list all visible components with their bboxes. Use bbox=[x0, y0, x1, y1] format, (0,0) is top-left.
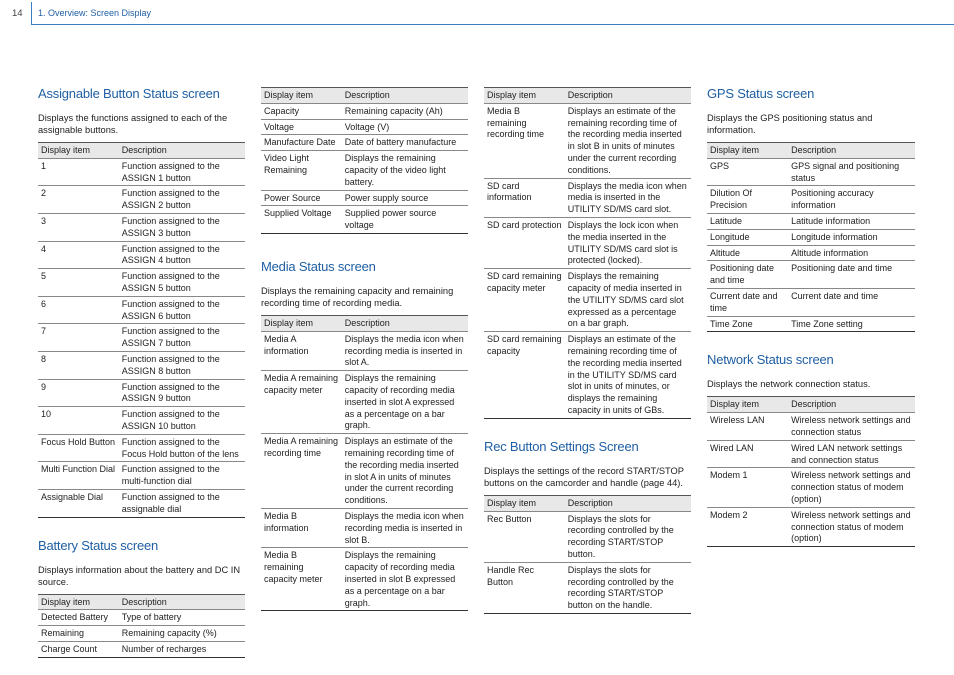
display-item-cell: Power Source bbox=[261, 190, 342, 206]
table-row bbox=[38, 610, 245, 626]
description-cell: Displays the slots for recording controlled by the recording START/STOP button on the handle. bbox=[565, 562, 691, 613]
column-header-description: Description bbox=[119, 594, 245, 610]
description-cell: Function assigned to the ASSIGN 3 button bbox=[119, 213, 245, 241]
display-item-cell: Dilution Of Precision bbox=[707, 186, 788, 214]
table-header-row bbox=[261, 88, 468, 104]
display-item-cell: Wireless LAN bbox=[707, 413, 788, 441]
display-item-cell: Altitude bbox=[707, 245, 788, 261]
section-title-rec: Rec Button Settings Screen bbox=[484, 438, 639, 454]
table-row bbox=[261, 331, 468, 370]
table-row bbox=[38, 269, 245, 297]
description-cell: Positioning accuracy information bbox=[788, 186, 915, 214]
column-header-description: Description bbox=[565, 495, 691, 511]
section-desc-rec: Displays the settings of the record START/STOP buttons on the camcorder and handle (page 44). bbox=[484, 465, 684, 488]
description-cell: Type of battery bbox=[119, 610, 245, 626]
description-cell: Displays an estimate of the remaining recording time of the recording media inserted in the UTILITY SD/MS card slot in units of minutes, or displays the remaining capacity in units of GBs. bbox=[565, 332, 691, 419]
display-item-cell: Current date and time bbox=[707, 288, 788, 316]
display-item-cell: GPS bbox=[707, 158, 788, 186]
display-item-cell: Wired LAN bbox=[707, 440, 788, 468]
description-cell: Wireless network settings and connection status of modem (option) bbox=[788, 468, 915, 507]
table-row bbox=[38, 241, 245, 269]
display-item-cell: Focus Hold Button bbox=[38, 434, 119, 462]
display-item-cell: 5 bbox=[38, 269, 119, 297]
display-item-cell: 2 bbox=[38, 186, 119, 214]
display-item-cell: Media B information bbox=[261, 508, 342, 547]
description-cell: Remaining capacity (%) bbox=[119, 626, 245, 642]
table-row bbox=[38, 641, 245, 657]
table-row bbox=[38, 186, 245, 214]
description-cell: Function assigned to the ASSIGN 6 button bbox=[119, 296, 245, 324]
display-item-cell: Remaining bbox=[38, 626, 119, 642]
table-row bbox=[38, 324, 245, 352]
table-row bbox=[707, 316, 915, 332]
description-cell: Remaining capacity (Ah) bbox=[342, 103, 468, 119]
description-cell: Longitude information bbox=[788, 229, 915, 245]
description-cell: Function assigned to the ASSIGN 5 button bbox=[119, 269, 245, 297]
table-row bbox=[707, 440, 915, 468]
table-row bbox=[261, 151, 468, 190]
section-desc-assignable: Displays the functions assigned to each of the assignable buttons. bbox=[38, 113, 228, 135]
table-row bbox=[484, 332, 691, 419]
display-item-cell: 10 bbox=[38, 407, 119, 435]
table-header-row bbox=[707, 143, 915, 159]
table-row bbox=[38, 626, 245, 642]
column-header-display-item: Display item bbox=[707, 143, 788, 159]
description-cell: Displays the slots for recording controlled by the recording START/STOP button. bbox=[565, 511, 691, 562]
table-row bbox=[261, 206, 468, 234]
description-cell: Time Zone setting bbox=[788, 316, 915, 332]
table-row bbox=[707, 213, 915, 229]
description-cell: GPS signal and positioning status bbox=[788, 158, 915, 186]
description-cell: Wired LAN network settings and connection status bbox=[788, 440, 915, 468]
media-table-continued bbox=[484, 87, 691, 419]
display-item-cell: Time Zone bbox=[707, 316, 788, 332]
table-row bbox=[38, 379, 245, 407]
table-header-row bbox=[707, 397, 915, 413]
display-item-cell: Positioning date and time bbox=[707, 261, 788, 289]
column-1 bbox=[38, 86, 245, 658]
media-table bbox=[261, 315, 468, 611]
network-table bbox=[707, 396, 915, 547]
gps-table bbox=[707, 142, 915, 332]
display-item-cell: Capacity bbox=[261, 103, 342, 119]
description-cell: Displays the media icon when recording media is inserted in slot A. bbox=[342, 331, 468, 370]
table-row bbox=[261, 508, 468, 547]
display-item-cell: Media A remaining recording time bbox=[261, 434, 342, 509]
column-header-display-item: Display item bbox=[38, 143, 119, 159]
description-cell: Current date and time bbox=[788, 288, 915, 316]
column-header-description: Description bbox=[342, 88, 468, 104]
table-row bbox=[484, 511, 691, 562]
display-item-cell: Rec Button bbox=[484, 511, 565, 562]
table-row bbox=[484, 217, 691, 268]
display-item-cell: 4 bbox=[38, 241, 119, 269]
rec-table bbox=[484, 495, 691, 614]
description-cell: Displays the remaining capacity of the video light battery. bbox=[342, 151, 468, 190]
display-item-cell: Media A information bbox=[261, 331, 342, 370]
table-row bbox=[38, 213, 245, 241]
display-item-cell: 7 bbox=[38, 324, 119, 352]
table-row bbox=[38, 434, 245, 462]
description-cell: Function assigned to the ASSIGN 9 button bbox=[119, 379, 245, 407]
column-header-display-item: Display item bbox=[261, 315, 342, 331]
display-item-cell: 9 bbox=[38, 379, 119, 407]
table-row bbox=[707, 261, 915, 289]
table-row bbox=[261, 135, 468, 151]
section-desc-gps: Displays the GPS positioning status and information. bbox=[707, 113, 873, 135]
description-cell: Displays the media icon when recording media is inserted in slot B. bbox=[342, 508, 468, 547]
display-item-cell: Media B remaining recording time bbox=[484, 103, 565, 178]
table-row bbox=[707, 413, 915, 441]
description-cell: Function assigned to the multi-function dial bbox=[119, 462, 245, 490]
table-row bbox=[261, 548, 468, 611]
column-header-description: Description bbox=[788, 143, 915, 159]
display-item-cell: 6 bbox=[38, 296, 119, 324]
description-cell: Positioning date and time bbox=[788, 261, 915, 289]
display-item-cell: 3 bbox=[38, 213, 119, 241]
section-title-gps: GPS Status screen bbox=[707, 86, 815, 101]
table-row bbox=[484, 178, 691, 217]
display-item-cell: SD card remaining capacity meter bbox=[484, 269, 565, 332]
description-cell: Displays an estimate of the remaining recording time of the recording media inserted in slot B in units of minutes under the current recording conditions. bbox=[565, 103, 691, 178]
description-cell: Wireless network settings and connection status bbox=[788, 413, 915, 441]
display-item-cell: SD card information bbox=[484, 178, 565, 217]
table-row bbox=[707, 245, 915, 261]
section-title-media: Media Status screen bbox=[261, 258, 376, 274]
table-row bbox=[261, 190, 468, 206]
description-cell: Voltage (V) bbox=[342, 119, 468, 135]
table-header-row bbox=[484, 495, 691, 511]
table-row bbox=[707, 288, 915, 316]
column-header-display-item: Display item bbox=[261, 88, 342, 104]
description-cell: Displays the remaining capacity of recording media inserted in slot B expressed as a percentage on a bar graph. bbox=[342, 548, 468, 611]
display-item-cell: Media A remaining capacity meter bbox=[261, 371, 342, 434]
table-header-row bbox=[38, 143, 245, 159]
page-header bbox=[0, 0, 954, 26]
column-4 bbox=[707, 86, 915, 547]
column-2 bbox=[261, 87, 468, 611]
display-item-cell: Modem 1 bbox=[707, 468, 788, 507]
description-cell: Displays an estimate of the remaining recording time of the recording media inserted in slot A in units of minutes under the current recording conditions. bbox=[342, 434, 468, 509]
table-row bbox=[484, 562, 691, 613]
table-header-row bbox=[484, 88, 691, 104]
description-cell: Latitude information bbox=[788, 213, 915, 229]
description-cell: Function assigned to the ASSIGN 1 button bbox=[119, 158, 245, 186]
table-row bbox=[484, 103, 691, 178]
table-row bbox=[38, 407, 245, 435]
display-item-cell: Media B remaining capacity meter bbox=[261, 548, 342, 611]
header-divider bbox=[31, 2, 32, 24]
column-3 bbox=[484, 87, 691, 614]
display-item-cell: Detected Battery bbox=[38, 610, 119, 626]
description-cell: Function assigned to the ASSIGN 2 button bbox=[119, 186, 245, 214]
section-desc-battery: Displays information about the battery and DC IN source. bbox=[38, 564, 241, 587]
table-row bbox=[484, 269, 691, 332]
description-cell: Function assigned to the assignable dial bbox=[119, 489, 245, 517]
table-header-row bbox=[261, 315, 468, 331]
section-title-network: Network Status screen bbox=[707, 352, 834, 368]
description-cell: Function assigned to the ASSIGN 8 button bbox=[119, 351, 245, 379]
table-row bbox=[261, 103, 468, 119]
battery-table bbox=[38, 594, 245, 658]
display-item-cell: Multi Function Dial bbox=[38, 462, 119, 490]
table-row bbox=[707, 507, 915, 546]
column-header-display-item: Display item bbox=[38, 594, 119, 610]
column-header-display-item: Display item bbox=[484, 88, 565, 104]
description-cell: Displays the lock icon when the media inserted in the UTILITY SD/MS card slot is protected (locked). bbox=[565, 217, 691, 268]
description-cell: Altitude information bbox=[788, 245, 915, 261]
table-row bbox=[261, 434, 468, 509]
table-row bbox=[38, 462, 245, 490]
section-desc-media: Displays the remaining capacity and remaining recording time of recording media. bbox=[261, 285, 454, 308]
description-cell: Function assigned to the ASSIGN 4 button bbox=[119, 241, 245, 269]
battery-table-continued bbox=[261, 87, 468, 234]
table-row bbox=[38, 489, 245, 517]
table-row bbox=[38, 158, 245, 186]
table-row bbox=[38, 351, 245, 379]
description-cell: Function assigned to the ASSIGN 7 button bbox=[119, 324, 245, 352]
display-item-cell: 1 bbox=[38, 158, 119, 186]
display-item-cell: Handle Rec Button bbox=[484, 562, 565, 613]
description-cell: Displays the remaining capacity of media inserted in the UTILITY SD/MS card slot expressed as a percentage on a bar graph. bbox=[565, 269, 691, 332]
header-rule bbox=[31, 24, 954, 25]
column-header-description: Description bbox=[119, 143, 245, 159]
description-cell: Supplied power source voltage bbox=[342, 206, 468, 234]
section-desc-network: Displays the network connection status. bbox=[707, 379, 871, 390]
display-item-cell: Voltage bbox=[261, 119, 342, 135]
description-cell: Date of battery manufacture bbox=[342, 135, 468, 151]
description-cell: Number of recharges bbox=[119, 641, 245, 657]
display-item-cell: Video Light Remaining bbox=[261, 151, 342, 190]
display-item-cell: Charge Count bbox=[38, 641, 119, 657]
description-cell: Displays the remaining capacity of recording media inserted in slot A expressed as a percentage on a bar graph. bbox=[342, 371, 468, 434]
section-title-assignable: Assignable Button Status screen bbox=[38, 86, 220, 101]
section-title-battery: Battery Status screen bbox=[38, 537, 159, 553]
description-cell: Function assigned to the ASSIGN 10 button bbox=[119, 407, 245, 435]
display-item-cell: Latitude bbox=[707, 213, 788, 229]
table-row bbox=[707, 229, 915, 245]
display-item-cell: SD card protection bbox=[484, 217, 565, 268]
table-header-row bbox=[38, 594, 245, 610]
description-cell: Function assigned to the Focus Hold button of the lens bbox=[119, 434, 245, 462]
table-row bbox=[38, 296, 245, 324]
column-header-display-item: Display item bbox=[707, 397, 788, 413]
display-item-cell: Longitude bbox=[707, 229, 788, 245]
table-row bbox=[261, 371, 468, 434]
assignable-table bbox=[38, 142, 245, 518]
table-row bbox=[707, 158, 915, 186]
display-item-cell: Supplied Voltage bbox=[261, 206, 342, 234]
table-row bbox=[707, 186, 915, 214]
page-number: 14 bbox=[12, 8, 23, 19]
column-header-description: Description bbox=[342, 315, 468, 331]
display-item-cell: Manufacture Date bbox=[261, 135, 342, 151]
column-header-display-item: Display item bbox=[484, 495, 565, 511]
display-item-cell: Modem 2 bbox=[707, 507, 788, 546]
description-cell: Displays the media icon when media is inserted in the UTILITY SD/MS card slot. bbox=[565, 178, 691, 217]
description-cell: Power supply source bbox=[342, 190, 468, 206]
breadcrumb[interactable]: 1. Overview: Screen Display bbox=[38, 8, 152, 18]
description-cell: Wireless network settings and connection status of modem (option) bbox=[788, 507, 915, 546]
column-header-description: Description bbox=[788, 397, 915, 413]
display-item-cell: Assignable Dial bbox=[38, 489, 119, 517]
table-row bbox=[707, 468, 915, 507]
column-header-description: Description bbox=[565, 88, 691, 104]
table-row bbox=[261, 119, 468, 135]
display-item-cell: SD card remaining capacity bbox=[484, 332, 565, 419]
display-item-cell: 8 bbox=[38, 351, 119, 379]
